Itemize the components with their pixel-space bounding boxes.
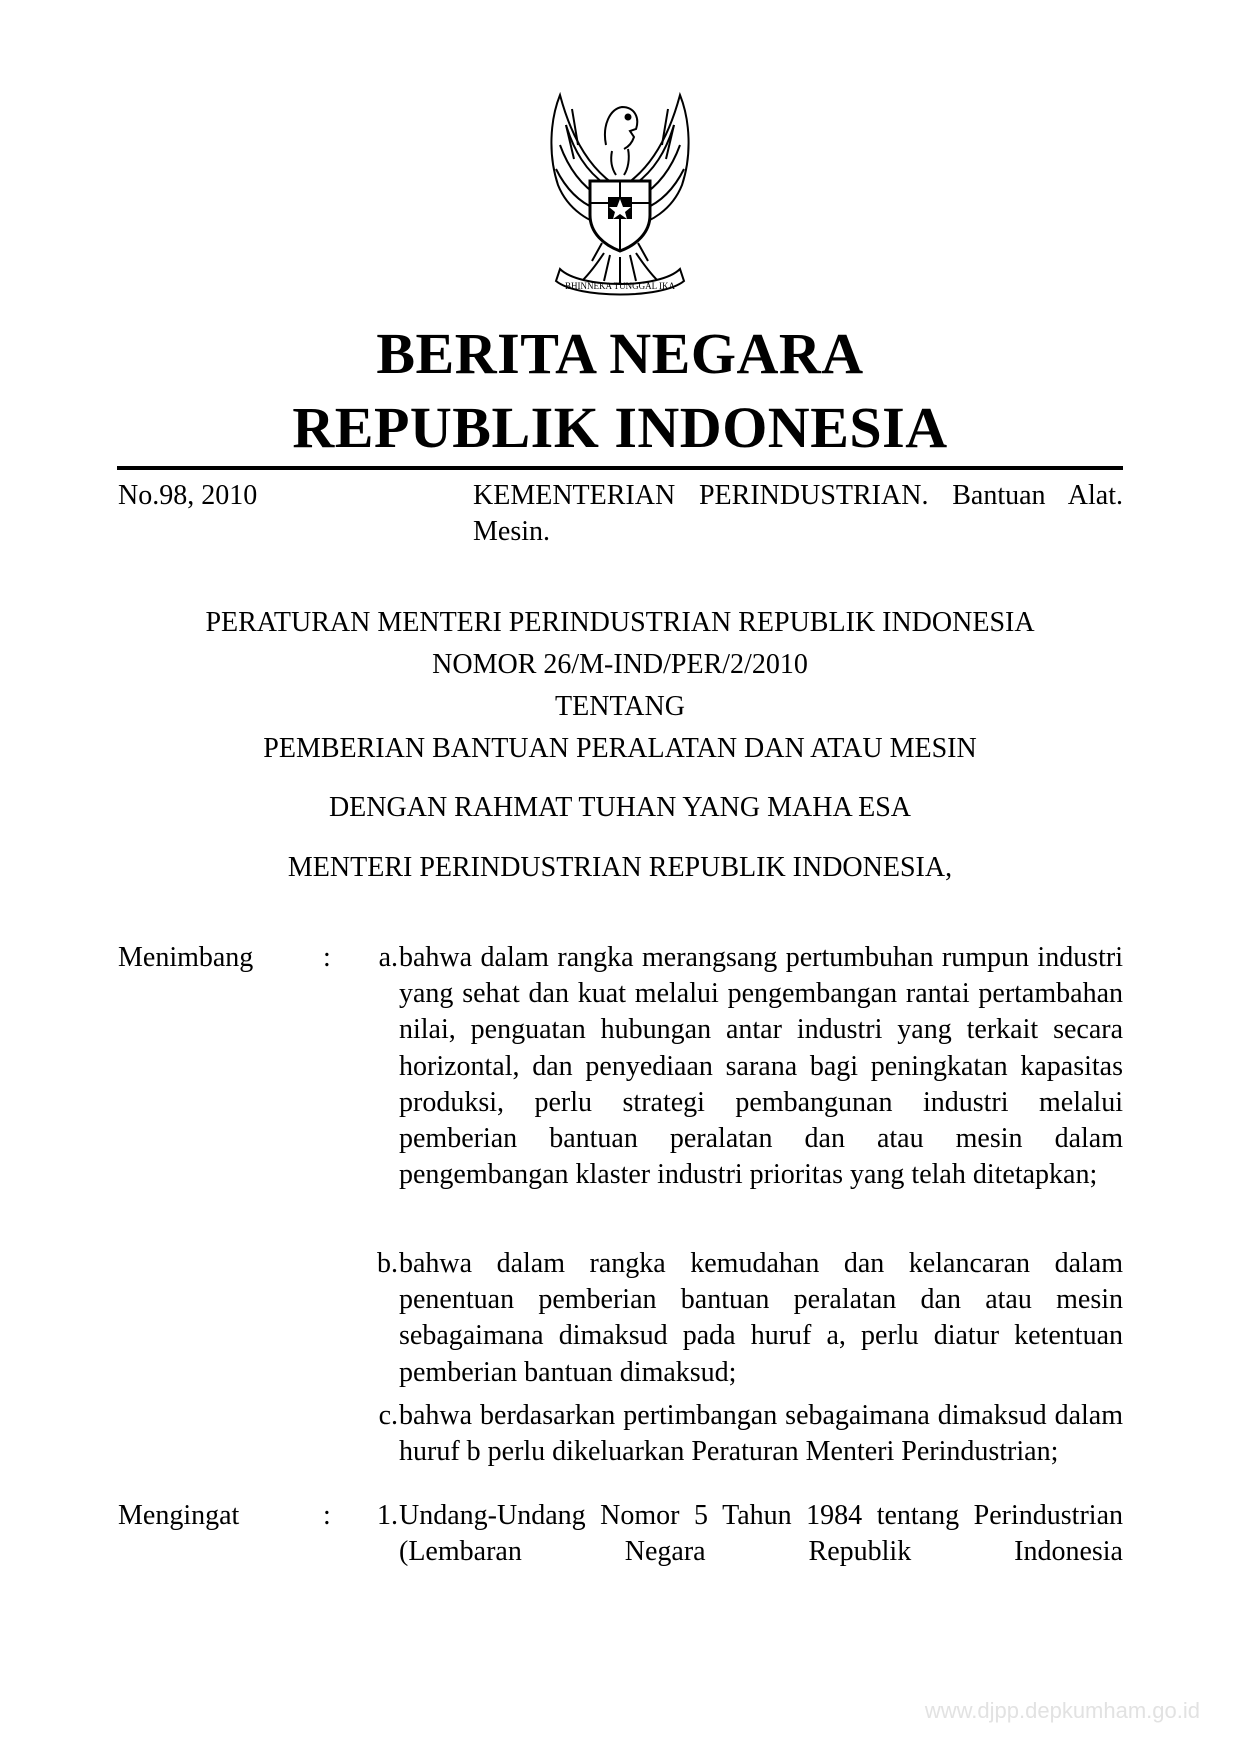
- item-text: bahwa dalam rangka kemudahan dan kelancaran dalam penentuan pemberian bantuan peralatan dan atau mesin sebagaimana dimaksud pada huruf a, perlu diatur ketentuan pemberian bantuan dimaksud;: [399, 1248, 1123, 1388]
- regulation-subject: PEMBERIAN BANTUAN PERALATAN DAN ATAU MESIN: [263, 733, 977, 764]
- menimbang-label: Menimbang: [118, 942, 254, 973]
- masthead-title: BERITA NEGARA: [376, 321, 864, 386]
- item-text: bahwa dalam rangka merangsang pertumbuhan rumpun industri yang sehat dan kuat melalui pengembangan rantai pertambahan nilai, penguatan hubungan antar industri yang terkait secara horizontal, dan penyediaan sarana bagi peningkatan kapasitas produksi, perlu strategi pembangunan industri melalui pemberian bantuan peralatan dan atau mesin dalam pengembangan klaster industri prioritas yang telah ditetapkan;: [399, 942, 1123, 1191]
- mengingat-colon: :: [323, 1500, 331, 1531]
- grace-line: DENGAN RAHMAT TUHAN YANG MAHA ESA: [328, 792, 912, 823]
- item-marker: b.: [377, 1248, 398, 1279]
- masthead-rule: [117, 466, 1123, 470]
- regulation-number: NOMOR 26/M-IND/PER/2/2010: [432, 649, 808, 680]
- issue-topic: KEMENTERIAN PERINDUSTRIAN. Bantuan Alat. Mesin.: [473, 480, 1123, 547]
- garuda-emblem-icon: [520, 85, 720, 300]
- masthead-subtitle: REPUBLIK INDONESIA: [292, 395, 948, 460]
- menimbang-colon: :: [323, 942, 331, 973]
- emblem-motto: BHINNEKA TUNGGAL IKA: [565, 281, 675, 291]
- item-text: bahwa berdasarkan pertimbangan sebagaimana dimaksud dalam huruf b perlu dikeluarkan Peraturan Menteri Perindustrian;: [399, 1400, 1123, 1468]
- mengingat-label: Mengingat: [118, 1500, 240, 1531]
- item-text: Undang-Undang Nomor 5 Tahun 1984 tentang Perindustrian (Lembaran Negara Republik Indonesia: [399, 1500, 1123, 1568]
- regulation-title: PERATURAN MENTERI PERINDUSTRIAN REPUBLIK INDONESIA: [205, 607, 1035, 638]
- watermark: www.djpp.depkumham.go.id: [924, 1698, 1200, 1723]
- item-marker: c.: [378, 1400, 398, 1431]
- minister-line: MENTERI PERINDUSTRIAN REPUBLIK INDONESIA,: [287, 852, 953, 883]
- regulation-tentang: TENTANG: [555, 691, 685, 722]
- issue-number: No.98, 2010: [118, 480, 258, 511]
- item-marker: a.: [378, 942, 398, 973]
- item-marker: 1.: [377, 1500, 398, 1531]
